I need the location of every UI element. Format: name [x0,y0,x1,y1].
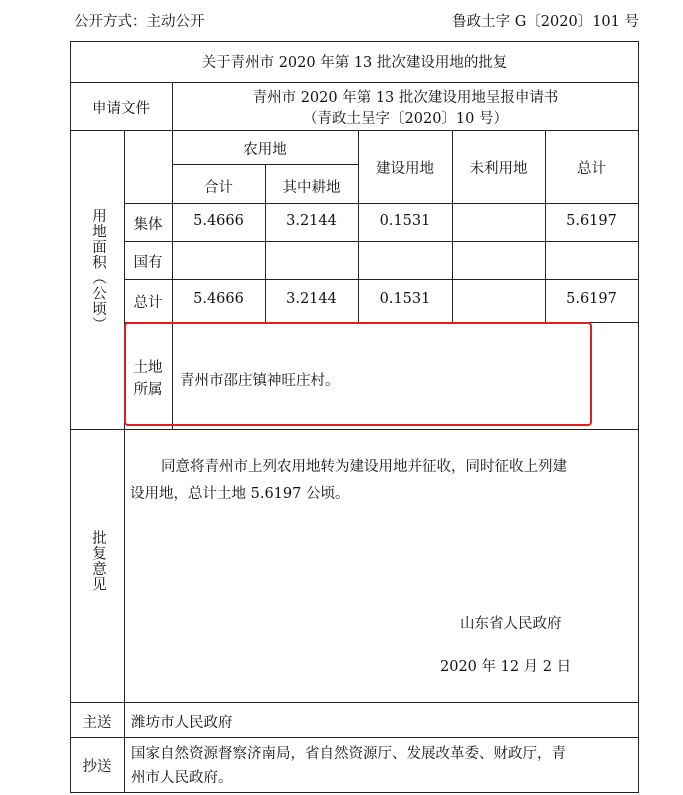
col-unused: 未利用地 [469,161,528,177]
row-collective-cultivated: 3.2144 [286,213,337,229]
row-total-label: 总计 [133,295,163,311]
row-collective-label: 集体 [133,217,163,233]
row-state-label: 国有 [133,255,163,271]
highlight-box [124,322,592,426]
row-total-subtotal: 5.4666 [193,291,244,307]
main-send-label: 主送 [82,715,112,731]
copy-send-line-2: 州市人民政府。 [131,770,233,786]
approval-label: 批复意见 [90,530,106,592]
main-send-value: 潍坊市人民政府 [131,715,233,731]
document-number: 鲁政土字 G〔2020〕101 号 [452,14,639,30]
land-area-label: 用地面积（公顷） [90,208,106,332]
application-line-1: 青州市 2020 年第 13 批次建设用地呈报申请书 [252,90,559,106]
col-farmland: 农用地 [243,142,287,158]
copy-send-label: 抄送 [82,759,112,775]
row-total-construction: 0.1531 [379,291,431,307]
row-total-total: 5.6197 [566,291,617,307]
col-cultivated: 其中耕地 [282,180,341,196]
approval-line-2: 设用地，总计土地 5.6197 公顷。 [130,486,350,502]
col-total: 总计 [577,161,606,177]
document-title: 关于青州市 2020 年第 13 批次建设用地的批复 [201,55,508,71]
row-collective-total: 5.6197 [566,213,617,229]
col-subtotal: 合计 [204,180,233,196]
col-construction: 建设用地 [376,161,434,177]
copy-send-line-1: 国家自然资源督察济南局，省自然资源厅、发展改革委、财政厅，青 [131,746,566,762]
approval-line-1: 同意将青州市上列农用地转为建设用地并征收，同时征收上列建 [161,459,567,475]
ownership-label-line-1: 土地 [133,360,163,376]
approval-signer: 山东省人民政府 [460,616,562,632]
publicity-label: 公开方式：主动公开 [74,14,205,30]
ownership-value: 青州市邵庄镇神旺庄村。 [180,373,340,389]
row-total-cultivated: 3.2144 [286,291,337,307]
approval-date: 2020 年 12 月 2 日 [440,659,572,675]
application-line-2: （青政土呈字〔2020〕10 号） [303,111,508,127]
ownership-label-line-2: 所属 [133,382,163,398]
application-label: 申请文件 [92,101,150,117]
row-collective-construction: 0.1531 [379,213,431,229]
row-collective-subtotal: 5.4666 [193,213,244,229]
